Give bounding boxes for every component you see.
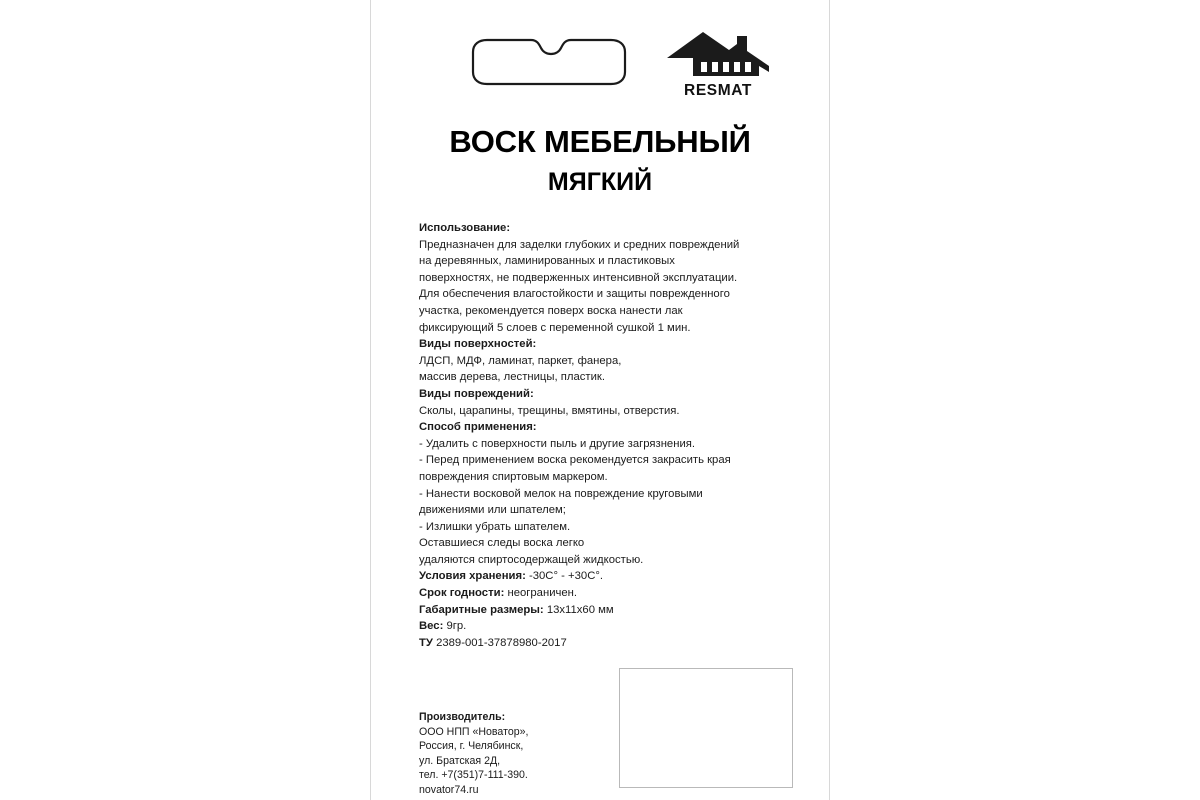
house-roof-logo-icon bbox=[663, 28, 773, 80]
method-line: удаляются спиртосодержащей жидкостью. bbox=[419, 553, 644, 566]
brand-name: RESMAT bbox=[684, 82, 752, 99]
manufacturer-heading: Производитель: bbox=[419, 711, 506, 723]
product-title-line1: ВОСК МЕБЕЛЬНЫЙ bbox=[449, 124, 751, 159]
surfaces-line: ЛДСП, МДФ, ламинат, паркет, фанера, bbox=[419, 354, 622, 367]
usage-line: фиксирующий 5 слоев с переменной сушкой 1 мин. bbox=[419, 321, 691, 334]
manufacturer-line: Россия, г. Челябинск, bbox=[419, 740, 524, 753]
usage-line: участка, рекомендуется поверх воска нанести лак bbox=[419, 304, 683, 317]
manufacturer-line: ул. Братская 2Д, bbox=[419, 754, 501, 767]
surfaces-line: массив дерева, лестницы, пластик. bbox=[419, 371, 605, 384]
method-line: - Излишки убрать шпателем. bbox=[419, 520, 571, 533]
manufacturer-block bbox=[419, 710, 619, 798]
dimensions-value: 13х11х60 мм bbox=[543, 603, 614, 616]
standard-label: ТУ bbox=[419, 636, 433, 649]
product-label-card bbox=[370, 0, 830, 800]
standard-value: 2389-001-37878980-2017 bbox=[432, 636, 567, 649]
damage-line: Сколы, царапины, трещины, вмятины, отверстия. bbox=[419, 404, 680, 417]
method-line: - Нанести восковой мелок на повреждение круговыми bbox=[419, 487, 703, 500]
dimensions-label: Габаритные размеры: bbox=[419, 603, 544, 616]
storage-value: -30С° - +30С°. bbox=[525, 570, 604, 583]
usage-heading: Использование: bbox=[419, 222, 511, 234]
method-line: - Удалить с поверхности пыль и другие загрязнения. bbox=[419, 437, 696, 450]
brand-logo bbox=[659, 28, 777, 100]
usage-line: поверхностях, не подверженных интенсивной эксплуатации. bbox=[419, 271, 738, 284]
usage-line: Для обеспечения влагостойкости и защиты поврежденного bbox=[419, 288, 730, 301]
storage-conditions bbox=[419, 568, 791, 585]
storage-label: Условия хранения: bbox=[419, 570, 526, 583]
weight bbox=[419, 618, 791, 635]
manufacturer-website: novator74.ru bbox=[419, 783, 479, 796]
method-line: - Перед применением воска рекомендуется закрасить края bbox=[419, 454, 731, 467]
weight-value: 9гр. bbox=[443, 620, 467, 633]
manufacturer-line: ООО НПП «Новатор», bbox=[419, 725, 529, 738]
method-line: повреждения спиртовым маркером. bbox=[419, 470, 608, 483]
method-line: движениями или шпателем; bbox=[419, 504, 566, 517]
dimensions bbox=[419, 602, 791, 619]
shelf-value: неограничен. bbox=[504, 587, 578, 600]
method-line: Оставшиеся следы воска легко bbox=[419, 537, 585, 550]
manufacturer-phone: тел. +7(351)7-111-390. bbox=[419, 769, 528, 782]
product-title-line2: МЯГКИЙ bbox=[547, 168, 653, 196]
surfaces-heading: Виды поверхностей: bbox=[419, 338, 537, 351]
hang-hole-icon bbox=[459, 38, 639, 86]
barcode-placeholder-box bbox=[619, 668, 793, 788]
usage-line: на деревянных, ламинированных и пластиковых bbox=[419, 255, 675, 268]
weight-label: Вес: bbox=[419, 620, 444, 633]
damage-heading: Виды повреждений: bbox=[419, 387, 534, 400]
shelf-label: Срок годности: bbox=[419, 587, 505, 600]
product-description bbox=[419, 220, 791, 651]
method-heading: Способ применения: bbox=[419, 421, 537, 434]
shelf-life bbox=[419, 585, 791, 602]
standard-code bbox=[419, 635, 791, 652]
usage-line: Предназначен для заделки глубоких и средних повреждений bbox=[419, 238, 740, 251]
